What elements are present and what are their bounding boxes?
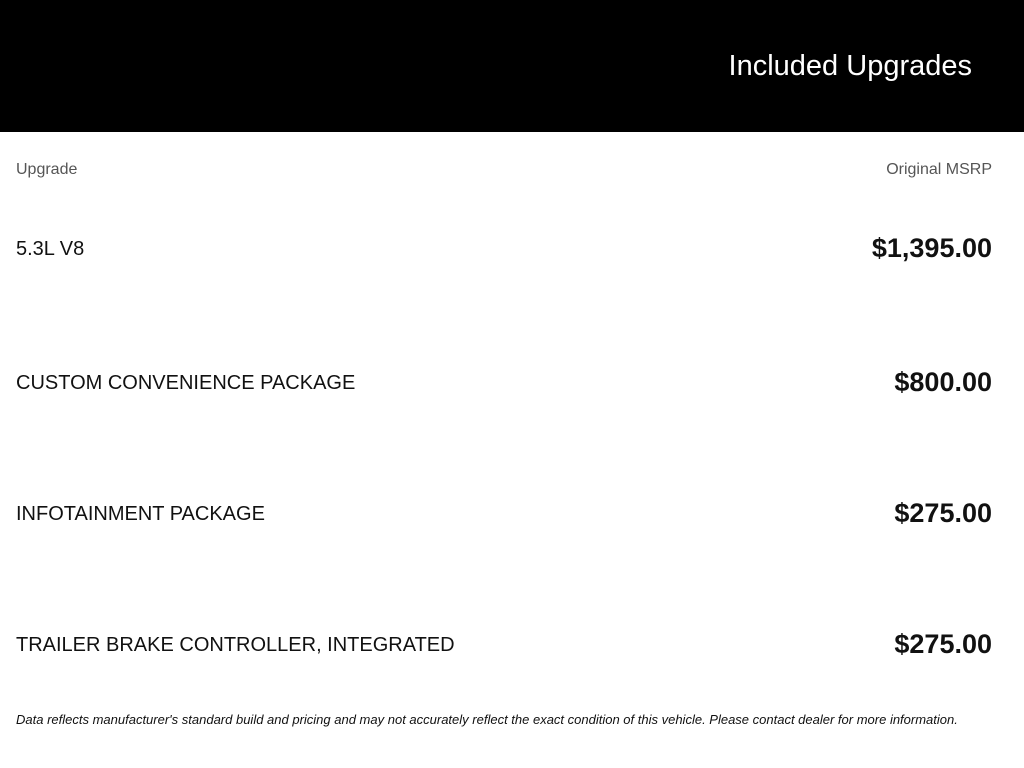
column-header-upgrade: Upgrade	[16, 161, 78, 178]
column-header-msrp: Original MSRP	[886, 161, 992, 178]
upgrade-name: 5.3L V8	[16, 238, 85, 260]
disclaimer-text: Data reflects manufacturer's standard build and pricing and may not accurately reflect the exact condition of this vehicle. Please contact dealer for more information.	[16, 712, 958, 727]
upgrade-price: $275.00	[894, 498, 992, 528]
upgrade-price: $275.00	[894, 629, 992, 659]
upgrade-price: $1,395.00	[871, 233, 992, 263]
table-row	[16, 276, 992, 407]
upgrades-table	[16, 132, 992, 669]
header-bar	[0, 0, 1024, 132]
table-row	[16, 407, 992, 538]
upgrade-name: INFOTAINMENT PACKAGE	[16, 503, 265, 525]
table-header-row	[16, 132, 992, 208]
upgrade-name: CUSTOM CONVENIENCE PACKAGE	[16, 372, 356, 394]
table-row	[16, 208, 992, 276]
upgrade-price: $800.00	[894, 367, 992, 397]
table-row	[16, 538, 992, 669]
upgrade-name: TRAILER BRAKE CONTROLLER, INTEGRATED	[16, 634, 455, 656]
page-title: Included Upgrades	[728, 50, 972, 82]
